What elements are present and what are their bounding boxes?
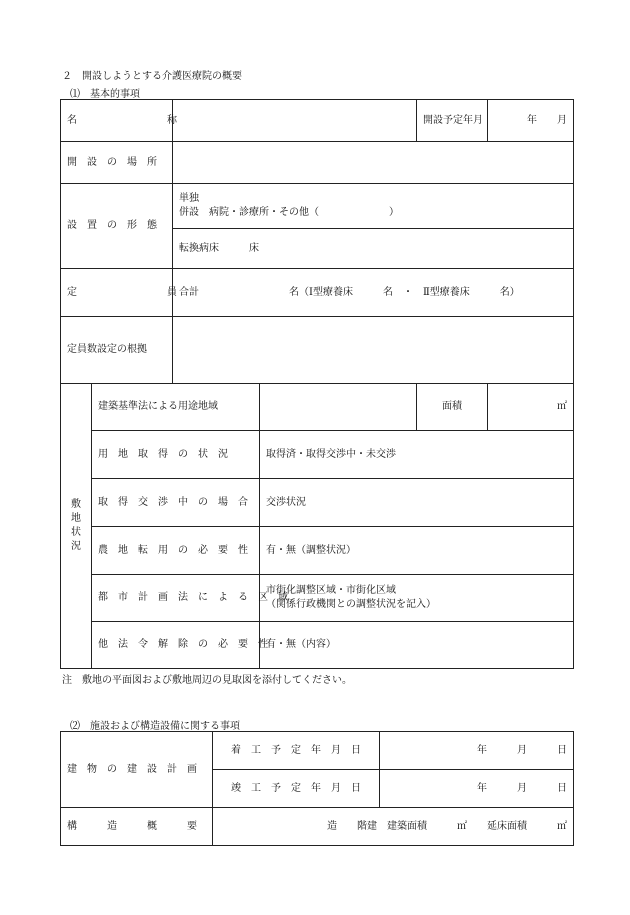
converted-beds-field[interactable]: 転換病床 床 (173, 229, 574, 269)
completion-date-label: 竣 工 予 定 年 月 日 (213, 770, 380, 808)
location-field[interactable] (173, 142, 574, 184)
name-field[interactable] (173, 100, 417, 142)
open-date-field[interactable]: 年 月 (488, 100, 574, 142)
urban-planning-note: （関係行政機関との調整状況を記入） (266, 599, 436, 610)
form-option-standalone: 単独 (179, 193, 199, 204)
construction-plan-label: 建 物 の 建 設 計 画 (61, 732, 213, 808)
urban-planning-label: 都 市 計 画 法 に よ る 区 域 (92, 575, 260, 622)
other-law-label: 他 法 令 解 除 の 必 要 性 (92, 622, 260, 669)
urban-planning-options: 市街化調整区域・市街化区域 (266, 585, 396, 596)
structure-summary-field[interactable]: 造 階建 建築面積 ㎡ 延床面積 ㎡ (213, 808, 574, 846)
urban-planning-field[interactable] (260, 575, 574, 622)
form-field[interactable] (173, 184, 574, 229)
zoning-field[interactable] (260, 384, 417, 431)
location-label: 開 設 の 場 所 (61, 142, 173, 184)
site-status-label: 敷 地 状 況 (61, 384, 92, 669)
facility-table (60, 731, 574, 846)
capacity-field[interactable]: 合計 名（Ⅰ型療養床 名 ・ Ⅱ型療養床 名） (173, 269, 574, 317)
farmland-conversion-field[interactable]: 有・無（調整状況） (260, 527, 574, 575)
acquisition-field[interactable]: 取得済・取得交渉中・未交渉 (260, 431, 574, 479)
capacity-basis-field[interactable] (173, 317, 574, 384)
site-note: 注 敷地の平面図および敷地周辺の見取図を添付してください。 (62, 675, 352, 686)
open-date-label: 開設予定年月 (417, 100, 488, 142)
subsection-basic-title: ⑴ 基本的事項 (70, 89, 140, 100)
subsection-facility-title: ⑵ 施設および構造設備に関する事項 (70, 721, 240, 732)
section-title: ２ 開設しようとする介護医療院の概要 (62, 71, 242, 82)
start-date-label: 着 工 予 定 年 月 日 (213, 732, 380, 770)
other-law-field[interactable]: 有・無（内容） (260, 622, 574, 669)
negotiation-field[interactable]: 交渉状況 (260, 479, 574, 527)
form-option-combined: 併設 病院・診療所・その他（ ） (179, 207, 399, 218)
zoning-label: 建築基準法による用途地域 (92, 384, 260, 431)
acquisition-label: 用 地 取 得 の 状 況 (92, 431, 260, 479)
area-label: 面積 (417, 384, 488, 431)
farmland-conversion-label: 農 地 転 用 の 必 要 性 (92, 527, 260, 575)
capacity-basis-label: 定員数設定の根拠 (61, 317, 173, 384)
start-date-field[interactable]: 年 月 日 (380, 732, 574, 770)
negotiation-label: 取 得 交 渉 中 の 場 合 (92, 479, 260, 527)
name-label: 名 称 (61, 100, 173, 142)
basic-info-table (60, 99, 574, 669)
capacity-label: 定 員 (61, 269, 173, 317)
area-field[interactable]: ㎡ (488, 384, 574, 431)
structure-summary-label: 構 造 概 要 (61, 808, 213, 846)
completion-date-field[interactable]: 年 月 日 (380, 770, 574, 808)
form-label: 設 置 の 形 態 (61, 184, 173, 269)
